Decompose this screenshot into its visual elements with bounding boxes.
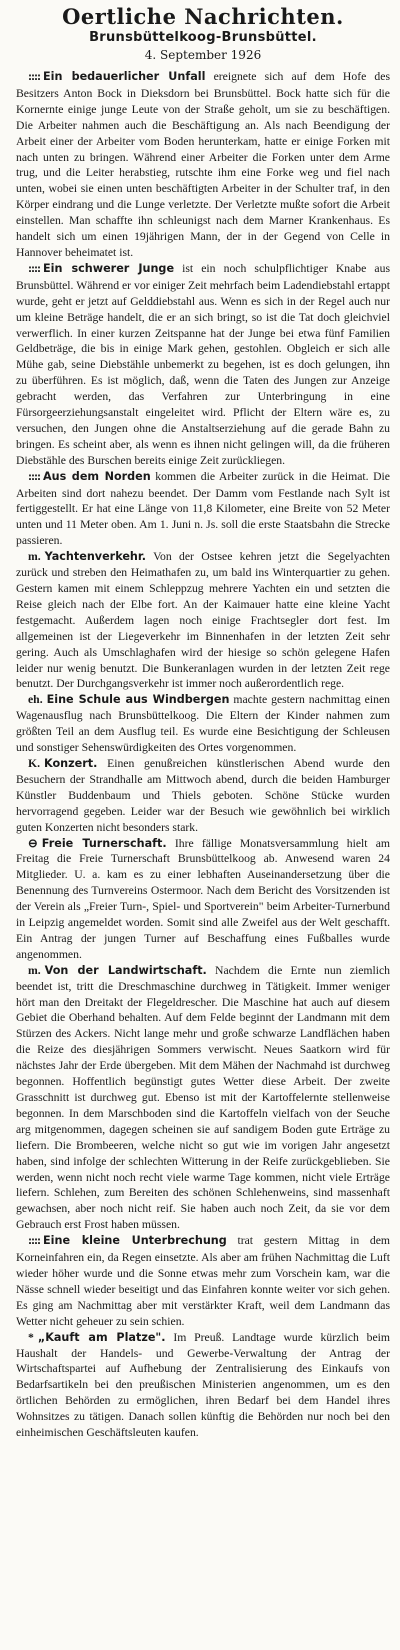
article-marker: :::: xyxy=(28,471,40,483)
article-konzert xyxy=(16,756,390,836)
article-body: trat gestern Mittag in dem Korneinfahren ein, da Regen einsetzte. Als aber am frühen Nachmittag die Luft wieder höher wurde und die Sonne etwas mehr zum Vorschein kam, war die Nässe schnell wieder beseitigt und das Einfahren konnte weiter vor sich gehen. Es ging am Nachmittag aber mit verstärkter Kraft, weil dem Landmann das Wetter nicht geheuer zu sein schien. xyxy=(16,1234,390,1328)
article-body: Im Preuß. Landtage wurde kürzlich beim Haushalt der Handels- und Gewerbe-Verwaltung der Antrag der Wirtschaftspartei auf Aufhebung der Zentralisierung des Einkaufs von Bedarfsartikeln bei den preußischen Ministerien angenommen, um es den örtlichen Behörden zu ermöglichen, ihren Bedarf bei dem Handel ihres Wohnsitzes zu tätigen. Danach sollen künftig die Behörden nur noch bei den einheimischen Geschäftsleuten kaufen. xyxy=(16,1330,390,1440)
article-unfall xyxy=(16,69,390,261)
article-marker: m. xyxy=(28,550,41,564)
article-marker: :::: xyxy=(28,1236,40,1248)
article-schwerer-junge xyxy=(16,261,390,469)
article-body: ist ein noch schulpflichtiger Knabe aus Brunsbüttel. Während er vor einiger Zeit mehrfach beim Ladendiebstahl ertappt wurde, geht er jetzt auf Gelddiebstahl aus. Wenn es sich in der Regel auch nur um kleine Beträge handelt, die er an sich bringt, so ist die Tat doch gleichviel verwerflich. In einer kurzen Zeitspanne hat der Junge bei etwa fünf Familien Geldbeträge, die bis in einige Mark gehen, gestohlen. Obgleich er sich alle Mühe gab, seine Diebstähle unbemerkt zu begehen, ist es doch gelungen, ihn zu überführen. Es ist möglich, daß, wenn die Taten des Jungen zur Anzeige gebracht werden, das Verfahren zur Unterbringung in eine Fürsorgeerziehungsanstalt eingeleitet wird. Pflicht der Eltern wäre es, zu versuchen, den Jungen ohne die Anstaltserziehung auf die gerade Bahn zu bringen. Es scheint aber, als wenn es ihnen nicht gelingen will, da die früheren Diebstähle des Burschen bereits einige Zeit zurückliegen. xyxy=(16,261,390,467)
article-headline: Ein bedauerlicher Unfall xyxy=(43,70,206,83)
article-body: Nachdem die Ernte nun ziemlich beendet ist, tritt die Dreschmaschine durchweg in Tätigkeit. Immer weniger hört man den Dreitakt der Flegeldrescher. Die Maschine hat auch auf diesem Gebiet die Oberhand behalten. Auf dem Felde beginnt der Landmann mit dem Stürzen des Ackers. Nicht lange mehr und große schwarze Landflächen haben die Reize des diesjährigen Sommers verwischt. Neues Saatkorn wird für nächstes Jahr der Erde übergeben. Mit dem Mähen der Nachmahd ist durchweg begonnen. Hoffentlich begünstigt gutes Wetter diese Arbeit. Der zweite Grasschnitt ist durchweg gut. Ebenso ist mit der Kartoffelernte stellenweise begonnen. In dem Marschboden sind die Kartoffeln vielfach von der Seuche arg mitgenommen, dagegen scheinen sie auf sandigem Boden gute Erträge zu liefern. Die Brombeeren, welche nicht so gut wie im vorigen Jahr angesetzt haben, sind infolge der schlechten Witterung in der Reife zurückgeblieben. Sie werden, wenn nicht noch recht viele warme Tage kommen, nicht viele Erträge liefern. Schlehen, zum Bereiten des schönen Schlehenweins, sind massenhaft gewachsen, aber noch nicht reif. Sie haben auch noch Zeit, da sie vor dem Gebrauch erst Frost haben müssen. xyxy=(16,963,391,1232)
article-marker: ⊖ xyxy=(28,836,38,850)
article-body: ereignete sich auf dem Hofe des Besitzers Anton Bock in Dieksdorn bei Brunsbüttel. Bock hatte sich für die Kornernte einige junge Leute von der Straße geholt, um sie zu beschäftigen. Die Arbeiter nahmen auch die Beschäftigung an. Als nach Beendigung der Arbeit einer der Arbeiter vom Boden herunterkam, hatte er einige Forken mit nach unten zu bringen. Während einer Arbeiter die Forken unter dem Arme trug, und die Leiter herabstieg, rutschte ihm eine Forke weg und fiel nach unten, wobei sie einen unten beschäftigten Arbeiter in der Schulter traf, in den Körper eindrang und die Lunge verletzte. Der Verletzte mußte sofort die Arbeit einstellen. Man schaffte ihn schleunigst nach dem Marner Krankenhaus. Es handelt sich um einen 19jährigen Mann, der in der Gegend von Celle in Hannover beheimatet ist. xyxy=(16,70,391,259)
article-marker: K. xyxy=(28,756,41,770)
article-marker: :::: xyxy=(28,72,40,83)
article-freie-turnerschaft xyxy=(16,836,390,963)
article-schule-windbergen xyxy=(16,692,390,756)
article-body: Ihre fällige Monatsversammlung hielt am Freitag die Freie Turnerschaft Brunsbüttelkoog ab. Anwesend waren 24 Mitglieder. U. a. kam es zu einer lebhaften Auseinandersetzung über die Benennung des Turnvereins Ostermoor. Nach dem Bericht des Vorsitzenden ist der Verein als „Freier Turn-, Spiel- und Sportverein" beim Arbeiter-Turnerbund in Leipzig angemeldet worden. Somit sind alle Zweifel aus der Welt geschafft. Ein Antrag der jungen Turner auf Beschaffung eines Fußballes wurde angenommen. xyxy=(16,836,390,961)
article-headline: Eine kleine Unterbrechung xyxy=(43,1234,227,1248)
article-yachtenverkehr xyxy=(16,549,390,692)
article-headline: Aus dem Norden xyxy=(43,469,151,483)
article-marker: eh. xyxy=(28,693,43,707)
article-headline: Freie Turnerschaft. xyxy=(41,836,167,850)
article-aus-dem-norden xyxy=(16,469,390,550)
article-landwirtschaft xyxy=(16,963,390,1233)
article-headline: Von der Landwirtschaft. xyxy=(44,963,207,977)
article-headline: Ein schwerer Junge xyxy=(43,261,175,275)
section-subtitle: Brunsbüttelkoog-Brunsbüttel. xyxy=(89,30,317,45)
article-body: machte gestern nachmittag einen Wagenausflug nach Brunsbüttelkoog. Die Eltern der Kinder nahmen zum größten Teil an dem Ausflug teil. Es wurde eine Besichtigung der Schleusen und sonstiger Sehenswürdigkeiten des Ortes vorgenommen. xyxy=(16,693,390,755)
article-kauft-am-platze xyxy=(16,1330,390,1441)
publication-date: 4. September 1926 xyxy=(144,48,262,62)
article-body: Von der Ostsee kehren jetzt die Segelyachten zurück und streben den Heimathafen zu, um bald ins Winterquartier zu gehen. Gestern kamen mit einem Schleppzug mehrere Yachten ein und setzten die Reise gleich nach der Elbe fort. An der Kaimauer hatte eine kleine Yacht festgemacht. Außerdem lagen noch einige Frachtsegler dort fest. Im allgemeinen ist der Liegeverkehr im Binnenhafen in der letzten Zeit sehr gering. Auch als Umschlaghafen wird der hiesige so schön gelegene Hafen leider nur wenig benutzt. Die Bunkeranlagen wurden in der letzten Zeit rege benutzt. Der Durchgangsverkehr ist immer noch außerordentlich rege. xyxy=(16,550,390,691)
article-body: kommen die Arbeiter zurück in die Heimat. Die Arbeiten sind dort nahezu beendet. Der Damm vom Festlande nach Sylt ist fertiggestellt. Er hat eine Länge von 11,8 Kilometer, eine Breite von 52 Meter unten und 11 Meter oben. Am 1. Juni n. Js. soll die erste Staatsbahn die Strecke passieren. xyxy=(16,469,390,548)
article-headline: Konzert. xyxy=(44,756,98,770)
article-marker: * xyxy=(28,1330,34,1344)
article-headline: Eine Schule aus Windbergen xyxy=(46,693,230,707)
article-headline: Yachtenverkehr. xyxy=(44,550,147,564)
article-body: Einen genußreichen künstlerischen Abend wurde den Besuchern der Strandhalle am Mittwoch abend, durch die beiden Hamburger Künstler Buddenbaum und Thiels geboten. Schöne Stücke wurden hervorragend gegeben. Leider war der Besuch wie gewöhnlich bei wirklich guten Konzerten nicht besonders stark. xyxy=(16,756,390,834)
article-unterbrechung xyxy=(16,1233,390,1329)
page-title: Oertliche Nachrichten. xyxy=(62,4,344,29)
article-headline: „Kauft am Platze". xyxy=(37,1330,166,1344)
article-marker: :::: xyxy=(28,263,40,275)
article-marker: m. xyxy=(28,963,41,977)
